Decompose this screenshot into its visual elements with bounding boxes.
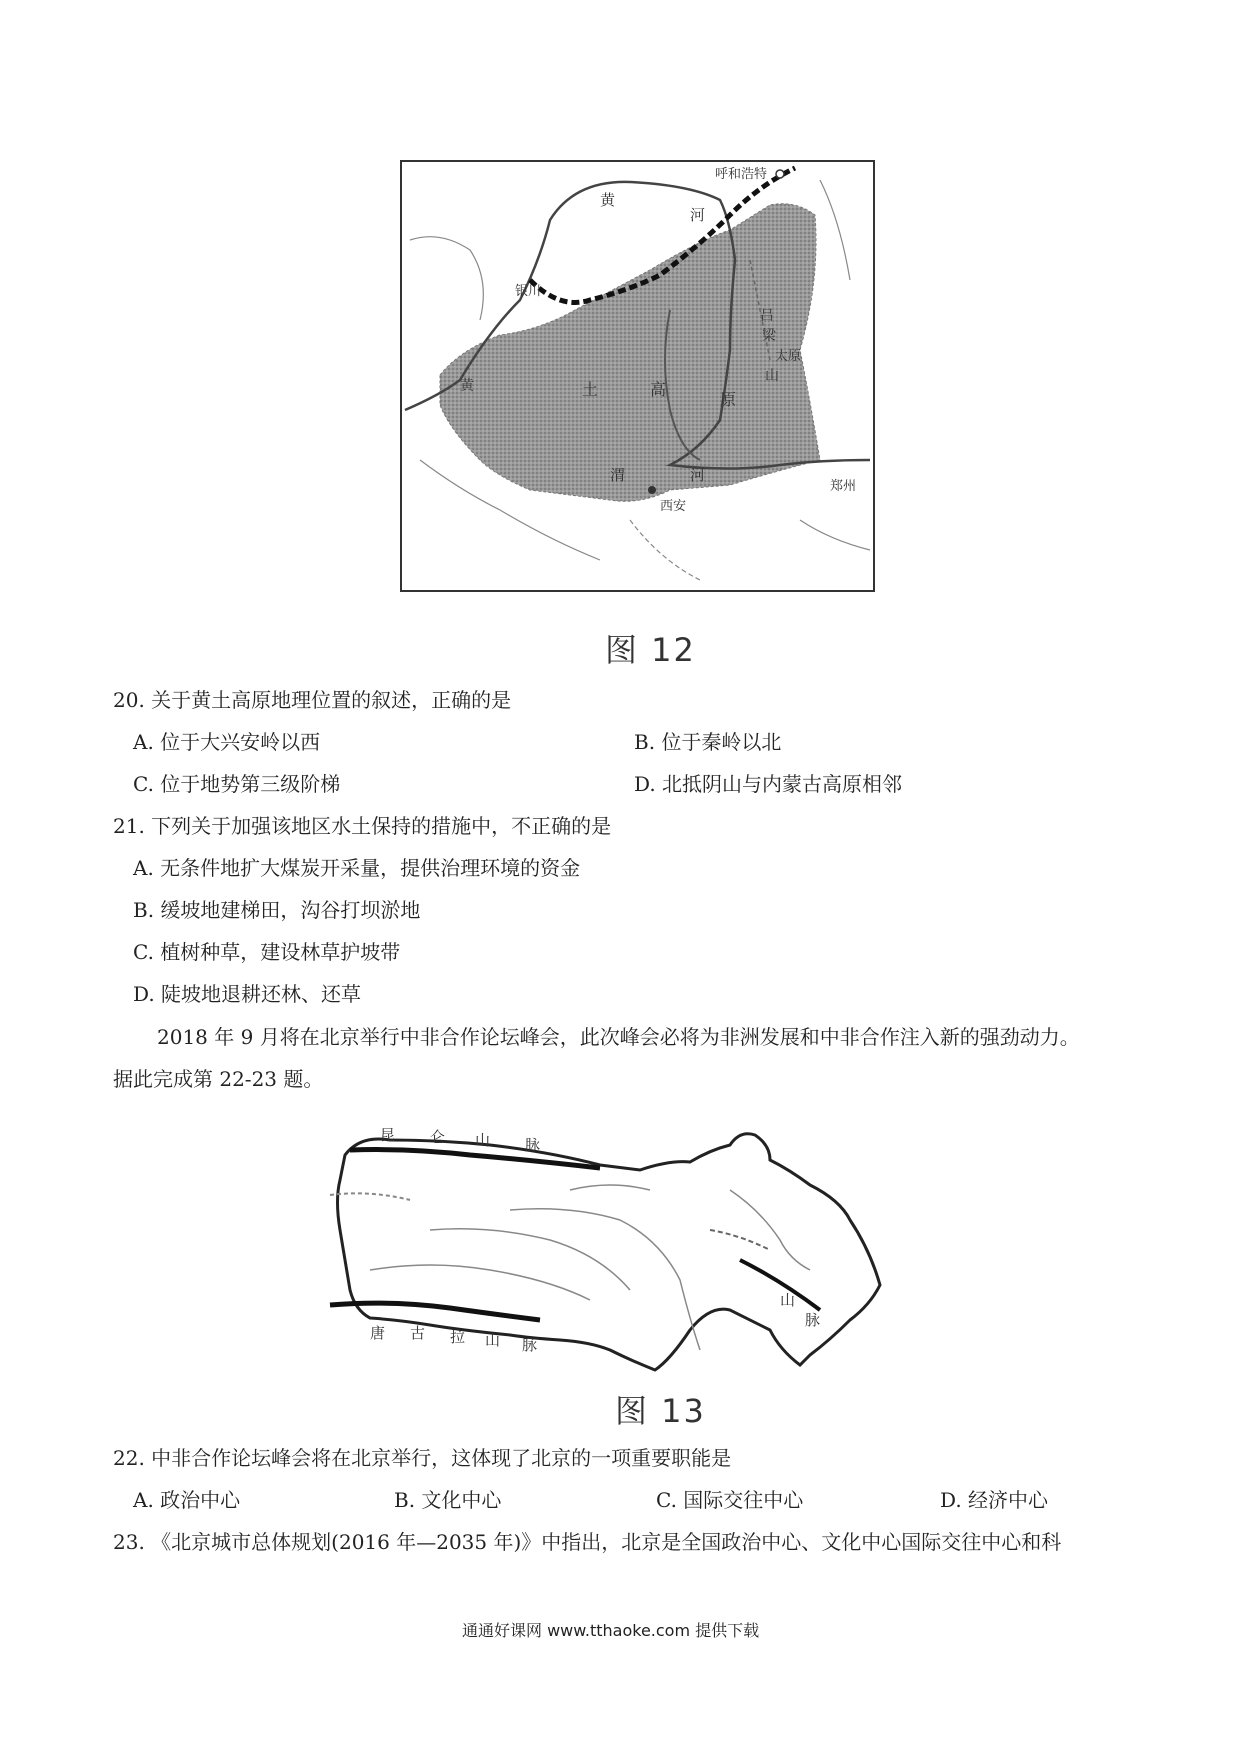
q20-stem: 20. 关于黄土高原地理位置的叙述，正确的是 [113, 688, 512, 712]
figure-13-map [310, 1110, 910, 1380]
q22-option-c: C. 国际交往中心 [656, 1488, 804, 1512]
label-lv: 吕 [760, 308, 774, 324]
label-gu: 古 [410, 1324, 426, 1342]
q20-option-d: D. 北抵阴山与内蒙古高原相邻 [634, 772, 903, 796]
label-liang: 梁 [762, 328, 776, 344]
page-footer: 通通好课网 www.tthaoke.com 提供下载 [462, 1621, 760, 1640]
label-yinchuan: 银川 [515, 284, 542, 299]
label-tu: 土 [582, 380, 599, 399]
label-hohhot: 呼和浩特 [715, 167, 768, 182]
label-huang: 黄 [600, 191, 616, 209]
q21-option-b: B. 缓坡地建梯田，沟谷打坝淤地 [133, 898, 421, 922]
xian-marker [648, 486, 656, 494]
q20-option-a: A. 位于大兴安岭以西 [133, 730, 321, 754]
label-yuan: 原 [720, 390, 737, 409]
label-la: 拉 [450, 1328, 466, 1346]
label-mai1: 脉 [525, 1136, 541, 1154]
label-zhengzhou: 郑州 [830, 479, 857, 494]
label-he-bottom: 河 [690, 466, 706, 484]
intro-line-1: 2018 年 9 月将在北京举行中非合作论坛峰会，此次峰会必将为非洲发展和中非合作注入新的强劲动力。 [157, 1025, 1080, 1049]
q21-option-c: C. 植树种草，建设林草护坡带 [133, 940, 401, 964]
label-shan2: 山 [485, 1331, 501, 1349]
label-shan: 山 [765, 368, 779, 384]
label-wei: 渭 [610, 466, 626, 484]
q21-option-a: A. 无条件地扩大煤炭开采量，提供治理环境的资金 [133, 856, 581, 880]
q20-option-c: C. 位于地势第三级阶梯 [133, 772, 341, 796]
label-he-top: 河 [690, 206, 706, 224]
label-shan1: 山 [475, 1131, 491, 1149]
label-gao: 高 [650, 380, 667, 399]
label-taiyuan: 太原 [775, 349, 802, 364]
label-tang: 唐 [370, 1324, 386, 1342]
q22-option-d: D. 经济中心 [940, 1488, 1049, 1512]
q22-option-a: A. 政治中心 [133, 1488, 241, 1512]
figure-13-caption: 图 13 [615, 1392, 706, 1430]
label-kun: 昆 [380, 1126, 396, 1144]
figure-12-caption: 图 12 [605, 631, 696, 669]
q21-option-d: D. 陡坡地退耕还林、还草 [133, 982, 362, 1006]
hohhot-marker [776, 170, 784, 178]
figure-12-map [400, 160, 875, 592]
q23-stem: 23. 《北京城市总体规划(2016 年—2035 年)》中指出，北京是全国政治中心、文化中心国际交往中心和科 [113, 1530, 1062, 1554]
label-lun: 仑 [430, 1128, 446, 1146]
label-mai3: 脉 [805, 1311, 821, 1329]
q20-option-b: B. 位于秦岭以北 [634, 730, 782, 754]
label-xian: 西安 [660, 499, 687, 514]
q21-stem: 21. 下列关于加强该地区水土保持的措施中，不正确的是 [113, 814, 612, 838]
label-shan3: 山 [780, 1291, 796, 1309]
label-huang2: 黄 [460, 378, 474, 394]
intro-line-2: 据此完成第 22-23 题。 [113, 1067, 324, 1091]
q22-stem: 22. 中非合作论坛峰会将在北京举行，这体现了北京的一项重要职能是 [113, 1446, 732, 1470]
q22-option-b: B. 文化中心 [394, 1488, 502, 1512]
label-mai2: 脉 [522, 1336, 538, 1354]
